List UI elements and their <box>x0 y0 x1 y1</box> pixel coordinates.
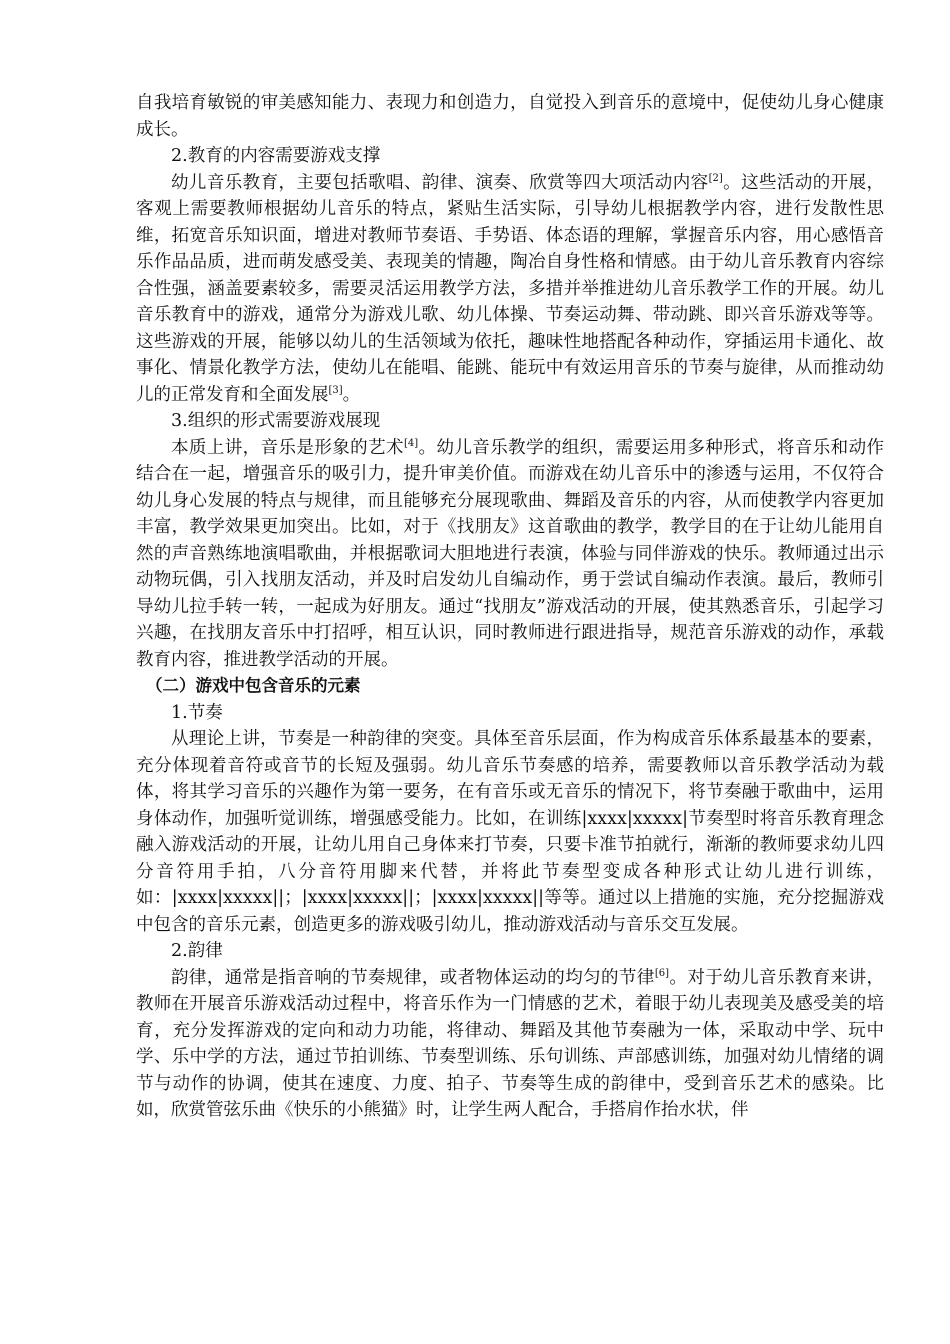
subheading-text: 3.组织的形式需要游戏展现 <box>171 411 381 431</box>
subheading-content-needs-games <box>136 143 884 170</box>
paragraph-rhyme <box>136 965 884 1124</box>
paragraph-rhythm <box>136 726 884 938</box>
subheading-form-needs-games <box>136 408 884 435</box>
subheading-text: 2.韵律 <box>171 941 223 961</box>
paragraph-text: 自我培育敏锐的审美感知能力、表现力和创造力，自觉投入到音乐的意境中，促使幼儿身心健康成长。 <box>136 93 884 140</box>
paragraph-text: 。幼儿音乐教学的组织，需要运用多种形式，将音乐和动作结合在一起，增强音乐的吸引力，提升审美价值。而游戏在幼儿音乐中的渗透与运用，不仅符合幼儿身心发展的特点与规律，而且能够充分展现歌曲、舞蹈及音乐的内容，从而使教学内容更加丰富，教学效果更加突出。比如，对于《找朋友》这首歌曲的教学，教学目的在于让幼儿能用自然的声音熟练地演唱歌曲，并根据歌词大胆地进行表演，体验与同伴游戏的快乐。教师通过出示动物玩偶，引入找朋友活动，并及时启发幼儿自编动作，勇于尝试自编动作表演。最后，教师引导幼儿拉手转一转，一起成为好朋友。通过“找朋友”游戏活动的开展，使其熟悉音乐，引起学习兴趣，在找朋友音乐中打招呼，相互认识，同时教师进行跟进指导，规范音乐游戏的动作，承载教育内容，推进教学活动的开展。 <box>136 437 885 670</box>
subheading-rhyme <box>136 938 884 965</box>
citation-ref: [2] <box>708 172 723 184</box>
paragraph-text: 本质上讲，音乐是形象的艺术 <box>171 437 404 458</box>
paragraph-text: 。 <box>342 384 361 405</box>
paragraph-music-as-art <box>136 435 884 674</box>
citation-ref: [4] <box>403 437 419 449</box>
paragraph-text: 。这些活动的开展，客观上需要教师根据幼儿音乐的特点，紧贴生活实际，引导幼儿根据教学内容，进行发散性思维，拓宽音乐知识面，增进对教师节奏语、手势语、体态语的理解，掌握音乐内容，用心感悟音乐作品品质，进而萌发感受美、表现美的情趣，陶冶自身性格和情感。由于幼儿音乐教育内容综合性强，涵盖要素较多，需要灵活运用教学方法，多措并举推进幼儿音乐教学工作的开展。幼儿音乐教育中的游戏，通常分为游戏儿歌、幼儿体操、节奏运动舞、带动跳、即兴音乐游戏等等。这些游戏的开展，能够以幼儿的生活领域为依托，趣味性地搭配各种动作，穿插运用卡通化、故事化、情景化教学方法，使幼儿在能唱、能跳、能玩中有效运用音乐的节奏与旋律，从而推动幼儿的正常发育和全面发展 <box>136 172 885 405</box>
section-heading-text: （二）游戏中包含音乐的元素 <box>146 676 361 695</box>
document-page <box>136 90 884 1124</box>
paragraph-intro-continuation <box>136 90 884 143</box>
subheading-rhythm <box>136 700 884 727</box>
subheading-text: 1.节奏 <box>171 702 223 723</box>
paragraph-text: 从理论上讲，节奏是一种韵律的突变。具体至音乐层面，作为构成音乐体系最基本的要素，充分体现着音符或音节的长短及强弱。幼儿音乐节奏感的培养，需要教师以音乐教学活动为载体，将其学习音乐的兴趣作为第一要务，在有音乐或无音乐的情况下，将节奏融于歌曲中，运用身体动作，加强听觉训练，增强感受能力。比如，在训练|xxxx|xxxxx|节奏型时将音乐教育理念融入游戏活动的开展，让幼儿用自己身体来打节奏，只要卡准节拍就行，渐渐的教师要求幼儿四分音符用手拍，八分音符用脚来代替，并将此节奏型变成各种形式让幼儿进行训练，如：|xxxx|xxxxx||；|xxxx|xxxxx||；|xxxx|xxxxx||等等。通过以上措施的实施，充分挖掘游戏中包含的音乐元素，创造更多的游戏吸引幼儿，推动游戏活动与音乐交互发展。 <box>136 729 884 935</box>
paragraph-text: 幼儿音乐教育，主要包括歌唱、韵律、演奏、欣赏等四大项活动内容 <box>171 172 709 193</box>
paragraph-text: 韵律，通常是指音响的节奏规律，或者物体运动的均匀的节律 <box>171 967 655 988</box>
citation-ref: [3] <box>328 384 343 396</box>
subheading-text: 2.教育的内容需要游戏支撑 <box>171 146 381 166</box>
section-heading-music-elements <box>136 673 884 700</box>
paragraph-music-education-content <box>136 170 884 409</box>
citation-ref: [6] <box>654 967 669 979</box>
paragraph-text: 。对于幼儿音乐教育来讲，教师在开展音乐游戏活动过程中，将音乐作为一门情感的艺术，着眼于幼儿表现美及感受美的培育，充分发挥游戏的定向和动力功能，将律动、舞蹈及其他节奏融为一体，采取动中学、玩中学、乐中学的方法，通过节拍训练、节奏型训练、乐句训练、声部感训练，加强对幼儿情绪的调节与动作的协调，使其在速度、力度、拍子、节奏等生成的韵律中，受到音乐艺术的感染。比如，欣赏管弦乐曲《快乐的小熊猫》时，让学生两人配合，手搭肩作抬水状，伴 <box>136 967 885 1120</box>
